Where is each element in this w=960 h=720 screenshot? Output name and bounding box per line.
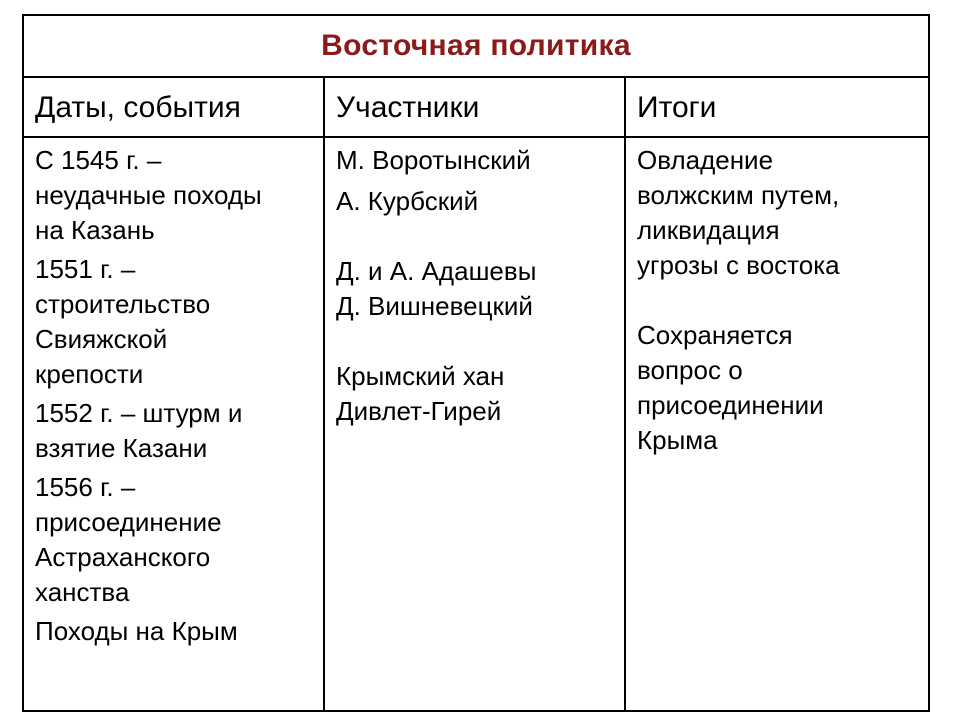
- table-title-row: [24, 16, 928, 78]
- cell-participants: [325, 138, 626, 710]
- event-line: Астраханского: [35, 542, 211, 572]
- event-line: присоединение: [35, 507, 222, 537]
- event-line: Свияжской: [35, 324, 168, 354]
- result-line: ликвидация: [637, 215, 780, 245]
- result-item: [637, 318, 920, 458]
- event-item: [35, 143, 315, 248]
- result-line: вопрос о: [637, 355, 743, 385]
- event-item: [35, 470, 315, 610]
- cell-dates-events: [24, 138, 325, 710]
- result-line: присоединении: [637, 390, 824, 420]
- participant-group: [336, 254, 616, 324]
- policy-table: [22, 14, 930, 712]
- event-line: взятие Казани: [35, 433, 208, 463]
- participant-name: Дивлет-Гирей: [336, 396, 502, 426]
- event-line: ханства: [35, 577, 130, 607]
- result-line: Сохраняется: [637, 320, 793, 350]
- event-line: 1551 г. –: [35, 254, 136, 284]
- result-line: угрозы с востока: [637, 250, 840, 280]
- participant-name: Д. и А. Адашевы: [336, 256, 537, 286]
- event-line: 1552 г. – штурм и: [35, 398, 243, 428]
- header-dates: Даты, события: [24, 78, 325, 136]
- event-line: крепости: [35, 359, 144, 389]
- result-line: Крыма: [637, 425, 718, 455]
- event-item: [35, 614, 315, 649]
- participant-name: А. Курбский: [336, 186, 479, 216]
- participant-name: Крымский хан: [336, 361, 505, 391]
- result-line: Овладение: [637, 145, 774, 175]
- event-line: С 1545 г. –: [35, 145, 162, 175]
- event-line: 1556 г. –: [35, 472, 136, 502]
- body-row: [24, 138, 928, 710]
- event-line: на Казань: [35, 215, 155, 245]
- participant-name: Д. Вишневецкий: [336, 291, 533, 321]
- participant-group: [336, 359, 616, 429]
- table-title: Восточная политика: [321, 29, 631, 62]
- header-participants: Участники: [325, 78, 626, 136]
- result-item: [637, 143, 920, 283]
- event-item: [35, 252, 315, 392]
- header-row: [24, 78, 928, 138]
- event-line: строительство: [35, 289, 211, 319]
- event-line: Походы на Крым: [35, 616, 238, 646]
- event-line: неудачные походы: [35, 180, 262, 210]
- participant-group: [336, 143, 616, 219]
- result-line: волжским путем,: [637, 180, 840, 210]
- cell-results: [626, 138, 928, 710]
- participant-name: М. Воротынский: [336, 145, 531, 175]
- header-results: Итоги: [637, 91, 717, 124]
- event-item: [35, 396, 315, 466]
